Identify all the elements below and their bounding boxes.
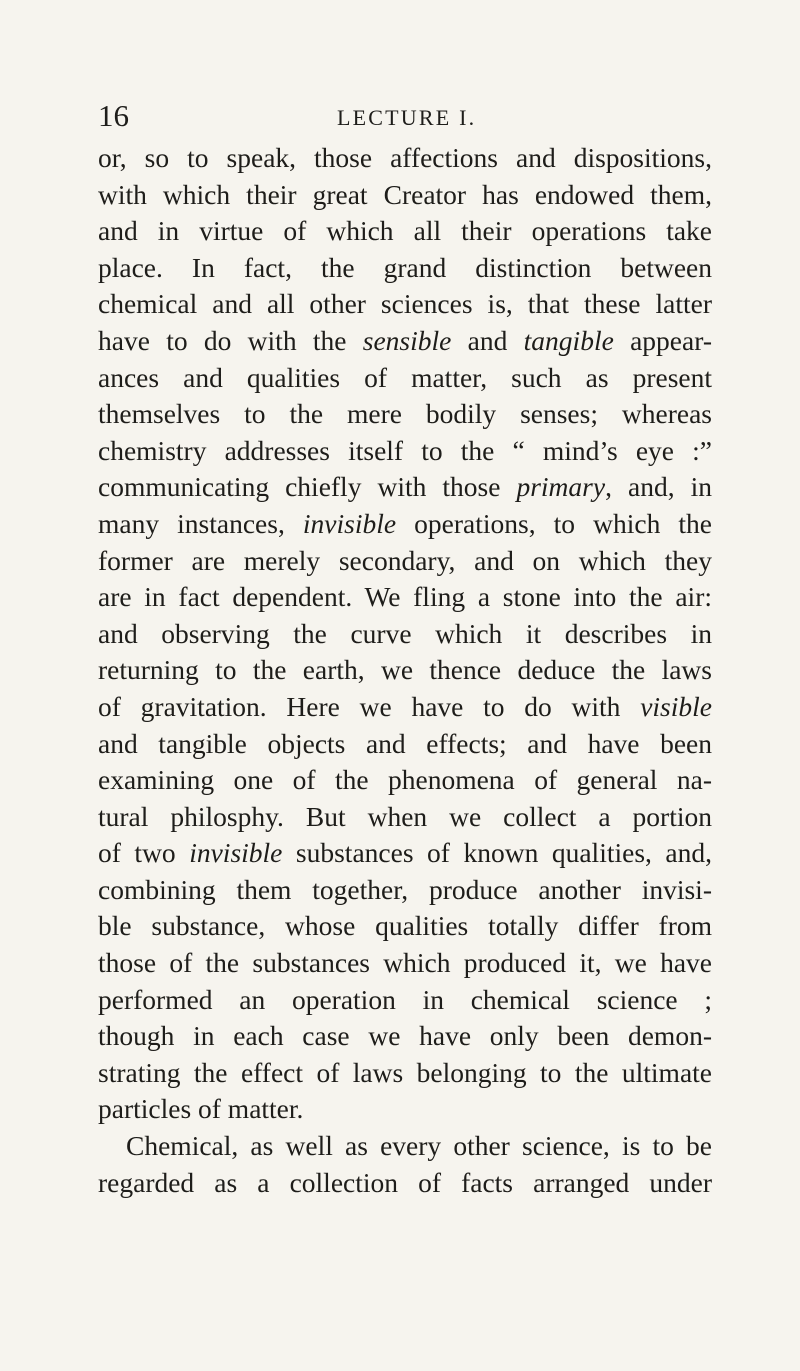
- text-segment: regarded as a collection of facts arranged under: [98, 1166, 712, 1198]
- text-line: [98, 872, 712, 909]
- text-segment: substances of known qualities, and,: [282, 837, 712, 869]
- text-segment: and: [451, 324, 524, 356]
- text-segment: Chemical, as well as every other science, is to be: [126, 1130, 712, 1162]
- text-line: [98, 1165, 712, 1202]
- text-segment: , and, in: [605, 471, 712, 503]
- italic-text: invisible: [302, 507, 397, 539]
- text-segment: chemical and all other sciences is, that these latter: [98, 288, 712, 320]
- text-segment: of two: [98, 837, 190, 869]
- text-segment: those of the substances which produced it, we have: [98, 947, 712, 979]
- italic-text: primary: [516, 471, 606, 503]
- text-line: [98, 213, 712, 250]
- text-line: [98, 835, 712, 872]
- text-segment: themselves to the mere bodily senses; whereas: [98, 398, 712, 430]
- text-segment: communicating chiefly with those: [98, 471, 517, 503]
- text-line: [98, 1018, 712, 1055]
- italic-text: invisible: [189, 837, 283, 869]
- text-segment: ble substance, whose qualities totally differ from: [98, 910, 712, 942]
- text-segment: have to do with the: [98, 324, 363, 356]
- text-segment: ances and qualities of matter, such as present: [98, 361, 712, 393]
- text-segment: strating the effect of laws belonging to the ultimate: [98, 1056, 712, 1088]
- text-segment: place. In fact, the grand distinction between: [98, 251, 712, 283]
- italic-text: visible: [640, 690, 712, 722]
- text-segment: and tangible objects and effects; and have been: [98, 727, 712, 759]
- text-line: [98, 433, 712, 470]
- text-segment: with which their great Creator has endowed them,: [98, 178, 712, 210]
- text-line: [98, 762, 712, 799]
- text-line: [98, 1128, 712, 1165]
- text-segment: appear-: [613, 324, 712, 356]
- running-head: LECTURE I.: [337, 105, 477, 130]
- text-line: [98, 1091, 712, 1128]
- text-segment: returning to the earth, we thence deduce the laws: [98, 654, 712, 686]
- text-line: [98, 250, 712, 287]
- text-segment: chemistry addresses itself to the “ mind’s eye :”: [98, 434, 712, 466]
- text-segment: are in fact dependent. We fling a stone into the air:: [98, 581, 712, 613]
- text-line: [98, 177, 712, 214]
- text-segment: and observing the curve which it describes in: [98, 617, 712, 649]
- text-segment: or, so to speak, those affections and dispositions,: [98, 142, 712, 173]
- text-line: [98, 982, 712, 1019]
- body-text: [98, 140, 712, 1201]
- text-line: [98, 689, 712, 726]
- text-line: [98, 543, 712, 580]
- text-line: [98, 323, 712, 360]
- text-segment: former are merely secondary, and on which they: [98, 544, 712, 576]
- text-line: [98, 616, 712, 653]
- text-segment: examining one of the phenomena of general na-: [98, 764, 712, 796]
- text-segment: many instances,: [98, 507, 303, 539]
- italic-text: sensible: [362, 324, 452, 356]
- text-line: [98, 945, 712, 982]
- text-segment: operations, to which the: [396, 507, 712, 539]
- text-segment: tural philosphy. But when we collect a portion: [98, 800, 712, 832]
- text-segment: performed an operation in chemical science ;: [98, 983, 712, 1015]
- text-line: [98, 469, 712, 506]
- text-line: [98, 1055, 712, 1092]
- text-segment: combining them together, produce another invisi-: [98, 873, 712, 905]
- text-line: [98, 140, 712, 177]
- text-segment: particles of matter.: [98, 1093, 304, 1125]
- text-line: [98, 908, 712, 945]
- text-line: [98, 799, 712, 836]
- page-number: 16: [98, 98, 129, 133]
- text-line: [98, 360, 712, 397]
- text-line: [98, 506, 712, 543]
- text-line: [98, 286, 712, 323]
- text-segment: and in virtue of which all their operations take: [98, 215, 712, 247]
- text-line: [98, 652, 712, 689]
- text-line: [98, 579, 712, 616]
- italic-text: tangible: [523, 324, 614, 356]
- text-line: [98, 396, 712, 433]
- text-segment: of gravitation. Here we have to do with: [98, 690, 641, 722]
- text-segment: though in each case we have only been demon-: [98, 1020, 712, 1052]
- text-line: [98, 726, 712, 763]
